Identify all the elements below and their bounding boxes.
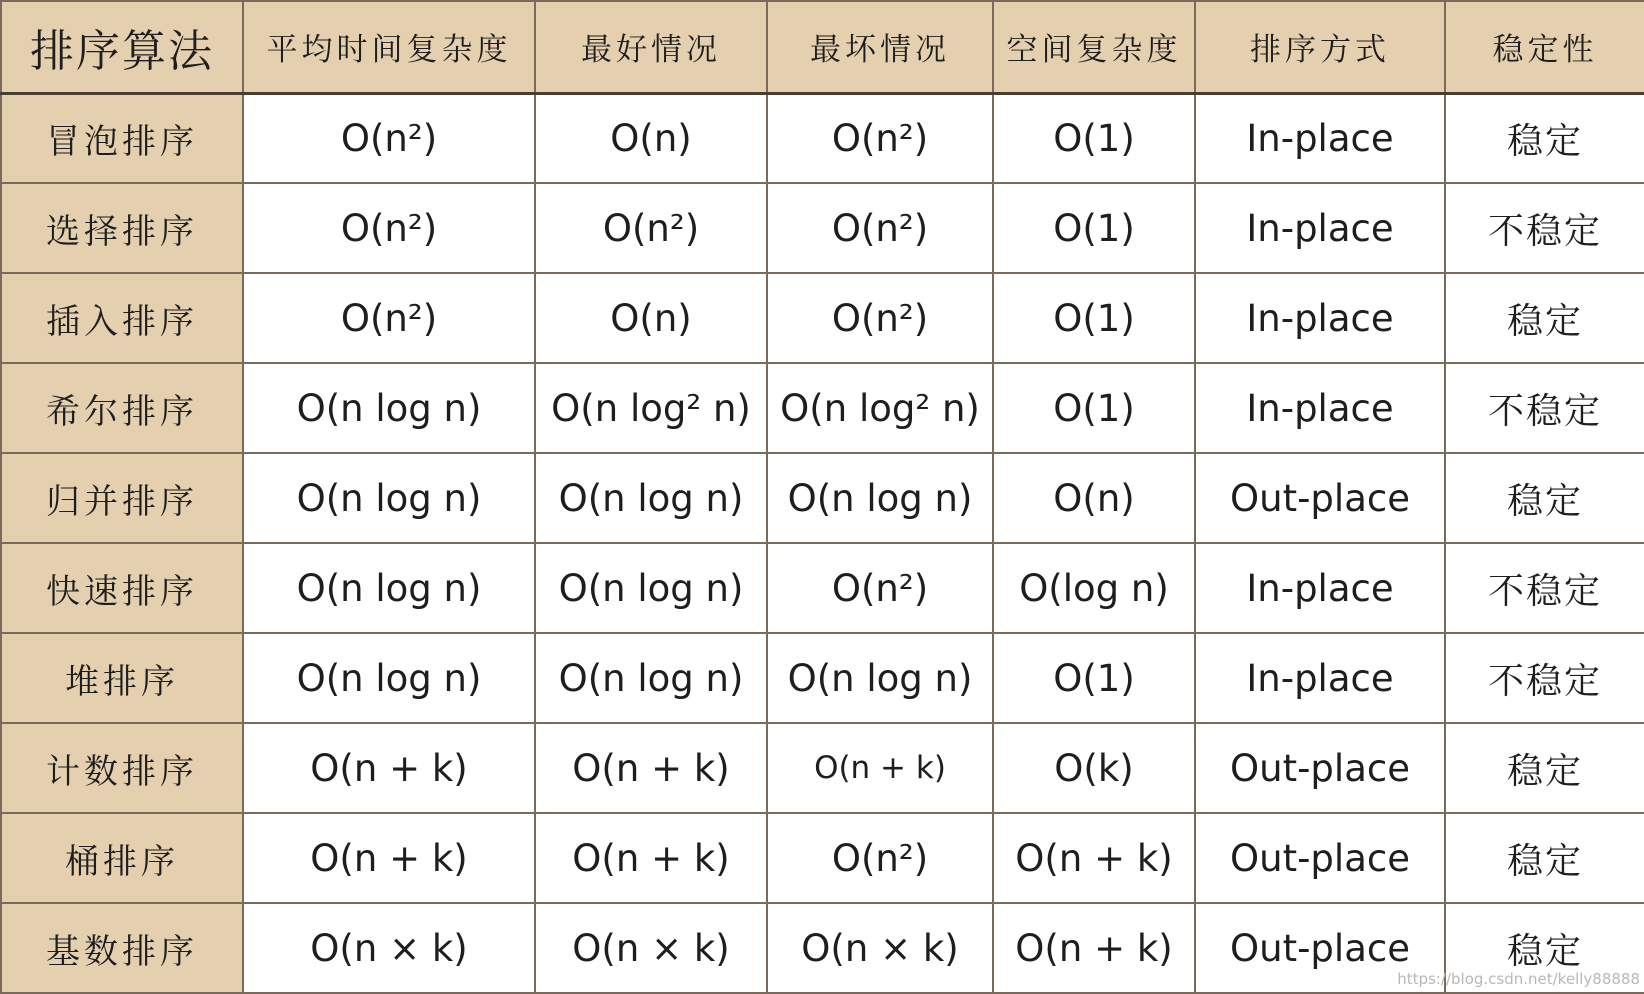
header-worst-case: 最坏情况 [767, 1, 993, 93]
algorithm-name: 归并排序 [1, 453, 243, 543]
stability-cell: 稳定 [1445, 813, 1644, 903]
stability-cell: 稳定 [1445, 273, 1644, 363]
stability-cell: 稳定 [1445, 453, 1644, 543]
worst-case-cell: O(n²) [767, 813, 993, 903]
average-time-cell: O(n²) [243, 273, 535, 363]
worst-case-cell: O(n log² n) [767, 363, 993, 453]
table-row [1, 363, 1644, 453]
best-case-cell: O(n log² n) [535, 363, 767, 453]
algorithm-name: 基数排序 [1, 903, 243, 993]
algorithm-name: 希尔排序 [1, 363, 243, 453]
sort-method-cell: In-place [1195, 93, 1445, 183]
space-cell: O(1) [993, 93, 1195, 183]
average-time-cell: O(n²) [243, 183, 535, 273]
algorithm-name: 计数排序 [1, 723, 243, 813]
space-cell: O(1) [993, 363, 1195, 453]
header-algorithm: 排序算法 [1, 1, 243, 93]
header-space: 空间复杂度 [993, 1, 1195, 93]
header-best-case: 最好情况 [535, 1, 767, 93]
space-cell: O(1) [993, 633, 1195, 723]
sort-method-cell: Out-place [1195, 723, 1445, 813]
best-case-cell: O(n) [535, 93, 767, 183]
stability-cell: 不稳定 [1445, 363, 1644, 453]
sort-method-cell: In-place [1195, 633, 1445, 723]
sort-method-cell: In-place [1195, 363, 1445, 453]
header-sort-method: 排序方式 [1195, 1, 1445, 93]
best-case-cell: O(n + k) [535, 723, 767, 813]
stability-cell: 不稳定 [1445, 183, 1644, 273]
stability-cell: 稳定 [1445, 723, 1644, 813]
space-cell: O(k) [993, 723, 1195, 813]
algorithm-name: 插入排序 [1, 273, 243, 363]
worst-case-cell: O(n + k) [767, 723, 993, 813]
table-row [1, 543, 1644, 633]
header-stability: 稳定性 [1445, 1, 1644, 93]
worst-case-cell: O(n²) [767, 183, 993, 273]
best-case-cell: O(n × k) [535, 903, 767, 993]
stability-cell: 不稳定 [1445, 633, 1644, 723]
algorithm-name: 选择排序 [1, 183, 243, 273]
space-cell: O(n + k) [993, 903, 1195, 993]
worst-case-cell: O(n²) [767, 543, 993, 633]
worst-case-cell: O(n × k) [767, 903, 993, 993]
table-row [1, 723, 1644, 813]
worst-case-cell: O(n²) [767, 273, 993, 363]
stability-cell: 稳定 [1445, 93, 1644, 183]
average-time-cell: O(n log n) [243, 363, 535, 453]
average-time-cell: O(n log n) [243, 633, 535, 723]
average-time-cell: O(n × k) [243, 903, 535, 993]
header-row [1, 1, 1644, 93]
average-time-cell: O(n log n) [243, 453, 535, 543]
best-case-cell: O(n) [535, 273, 767, 363]
header-average-time: 平均时间复杂度 [243, 1, 535, 93]
space-cell: O(n + k) [993, 813, 1195, 903]
best-case-cell: O(n + k) [535, 813, 767, 903]
worst-case-cell: O(n²) [767, 93, 993, 183]
space-cell: O(1) [993, 273, 1195, 363]
space-cell: O(log n) [993, 543, 1195, 633]
sort-method-cell: In-place [1195, 273, 1445, 363]
table-row [1, 183, 1644, 273]
worst-case-cell: O(n log n) [767, 453, 993, 543]
worst-case-cell: O(n log n) [767, 633, 993, 723]
space-cell: O(n) [993, 453, 1195, 543]
average-time-cell: O(n log n) [243, 543, 535, 633]
stability-cell: 不稳定 [1445, 543, 1644, 633]
average-time-cell: O(n + k) [243, 813, 535, 903]
stability-cell: 稳定 [1445, 903, 1644, 993]
algorithm-name: 快速排序 [1, 543, 243, 633]
algorithm-name: 桶排序 [1, 813, 243, 903]
table-row [1, 93, 1644, 183]
table-row [1, 633, 1644, 723]
best-case-cell: O(n log n) [535, 633, 767, 723]
space-cell: O(1) [993, 183, 1195, 273]
best-case-cell: O(n log n) [535, 453, 767, 543]
algorithm-name: 冒泡排序 [1, 93, 243, 183]
best-case-cell: O(n log n) [535, 543, 767, 633]
algorithm-name: 堆排序 [1, 633, 243, 723]
sort-method-cell: In-place [1195, 543, 1445, 633]
table-row [1, 273, 1644, 363]
average-time-cell: O(n + k) [243, 723, 535, 813]
best-case-cell: O(n²) [535, 183, 767, 273]
average-time-cell: O(n²) [243, 93, 535, 183]
table-row [1, 453, 1644, 543]
watermark-url: https://blog.csdn.net/kelly88888 [1397, 970, 1640, 988]
table-row [1, 813, 1644, 903]
sort-method-cell: Out-place [1195, 903, 1445, 993]
sort-method-cell: Out-place [1195, 453, 1445, 543]
sort-method-cell: Out-place [1195, 813, 1445, 903]
sort-method-cell: In-place [1195, 183, 1445, 273]
